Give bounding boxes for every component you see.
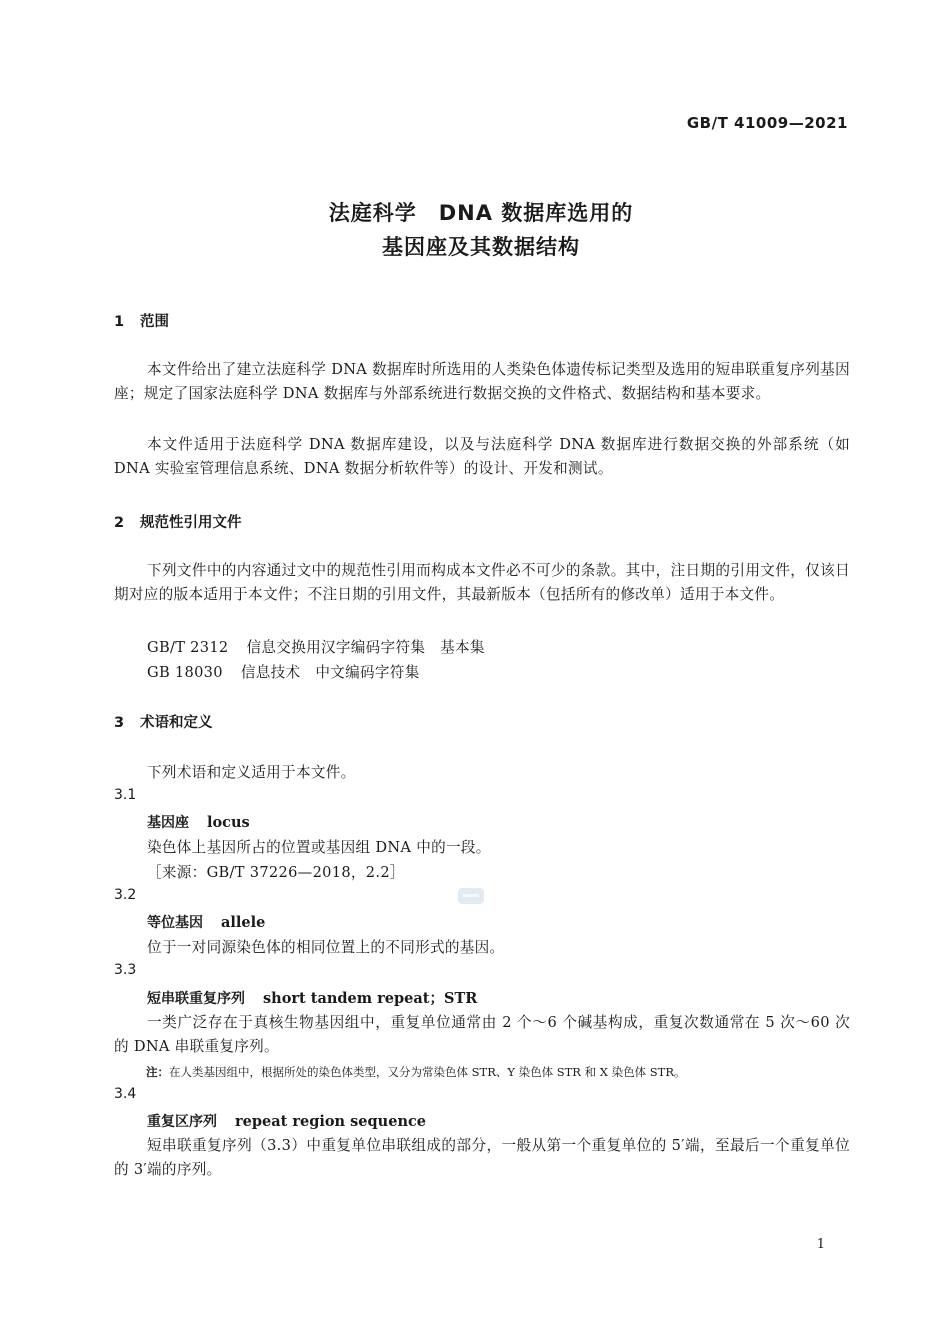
section-1-paragraph-2: 本文件适用于法庭科学 DNA 数据库建设，以及与法庭科学 DNA 数据库进行数据交换的外部系统（如 DNA 实验室管理信息系统、DNA 数据分析软件等）的设计、开发和测试。 bbox=[114, 436, 850, 477]
page-number: 1 bbox=[816, 1237, 825, 1252]
term-number: 3.2 bbox=[114, 887, 137, 903]
term-english: short tandem repeat；STR bbox=[263, 990, 478, 1007]
term-definition: 位于一对同源染色体的相同位置上的不同形式的基因。 bbox=[147, 939, 505, 956]
term-definition: 短串联重复序列（3.3）中重复单位串联组成的部分，一般从第一个重复单位的 5′端，至最后一个重复单位的 3′端的序列。 bbox=[114, 1137, 850, 1178]
document-title-line-2: 基因座及其数据结构 bbox=[382, 235, 580, 259]
watermark-logo bbox=[458, 888, 484, 904]
section-title: 规范性引用文件 bbox=[140, 515, 242, 531]
section-number: 2 bbox=[114, 515, 125, 531]
section-3-heading bbox=[114, 711, 213, 732]
document-title-line-1: 法庭科学 DNA 数据库选用的 bbox=[328, 201, 634, 225]
term-english: repeat region sequence bbox=[235, 1113, 427, 1130]
section-1-heading bbox=[114, 310, 169, 331]
term-number: 3.1 bbox=[114, 787, 137, 803]
section-3-intro: 下列术语和定义适用于本文件。 bbox=[147, 764, 356, 781]
term-english: locus bbox=[207, 814, 250, 831]
term-english: allele bbox=[221, 914, 266, 931]
term-heading bbox=[147, 987, 477, 1008]
section-title: 范围 bbox=[140, 314, 169, 330]
term-chinese: 等位基因 bbox=[147, 915, 203, 931]
section-number: 1 bbox=[114, 314, 125, 330]
note-label: 注： bbox=[146, 1065, 169, 1079]
reference-title: 信息技术 中文编码字符集 bbox=[240, 664, 420, 681]
term-definition: 一类广泛存在于真核生物基因组中，重复单位通常由 2 个～6 个碱基构成，重复次数通常在 5 次～60 次的 DNA 串联重复序列。 bbox=[114, 1014, 850, 1055]
normative-reference-1 bbox=[147, 636, 485, 657]
term-chinese: 重复区序列 bbox=[147, 1114, 217, 1130]
term-heading bbox=[147, 912, 265, 932]
section-2-paragraph-1: 下列文件中的内容通过文中的规范性引用而构成本文件必不可少的条款。其中，注日期的引用文件，仅该日期对应的版本适用于本文件；不注日期的引用文件，其最新版本（包括所有的修改单）适用于本文件。 bbox=[114, 562, 850, 603]
term-chinese: 基因座 bbox=[147, 815, 189, 831]
reference-code: GB/T 2312 bbox=[147, 639, 229, 656]
reference-title: 信息交换用汉字编码字符集 基本集 bbox=[246, 639, 485, 656]
section-1-paragraph-1: 本文件给出了建立法庭科学 DNA 数据库时所选用的人类染色体遗传标记类型及选用的短串联重复序列基因座；规定了国家法庭科学 DNA 数据库与外部系统进行数据交换的文件格式、数据结构和基本要求。 bbox=[114, 361, 850, 402]
section-number: 3 bbox=[114, 715, 125, 731]
normative-reference-2 bbox=[147, 661, 420, 682]
section-2-heading bbox=[114, 511, 242, 532]
term-definition: 染色体上基因所占的位置或基因组 DNA 中的一段。 bbox=[147, 839, 491, 856]
note-text: 在人类基因组中，根据所处的染色体类型，又分为常染色体 STR、Y 染色体 STR 和 X 染色体 STR。 bbox=[169, 1065, 686, 1079]
term-heading bbox=[147, 1111, 426, 1131]
term-note bbox=[146, 1064, 686, 1080]
term-source: ［来源：GB/T 37226—2018，2.2］ bbox=[147, 864, 405, 881]
section-title: 术语和定义 bbox=[140, 715, 213, 731]
term-heading bbox=[147, 812, 250, 832]
term-number: 3.3 bbox=[114, 962, 137, 978]
reference-code: GB 18030 bbox=[147, 664, 223, 681]
term-number: 3.4 bbox=[114, 1086, 137, 1102]
term-chinese: 短串联重复序列 bbox=[147, 991, 245, 1007]
standard-number: GB/T 41009—2021 bbox=[686, 114, 848, 132]
